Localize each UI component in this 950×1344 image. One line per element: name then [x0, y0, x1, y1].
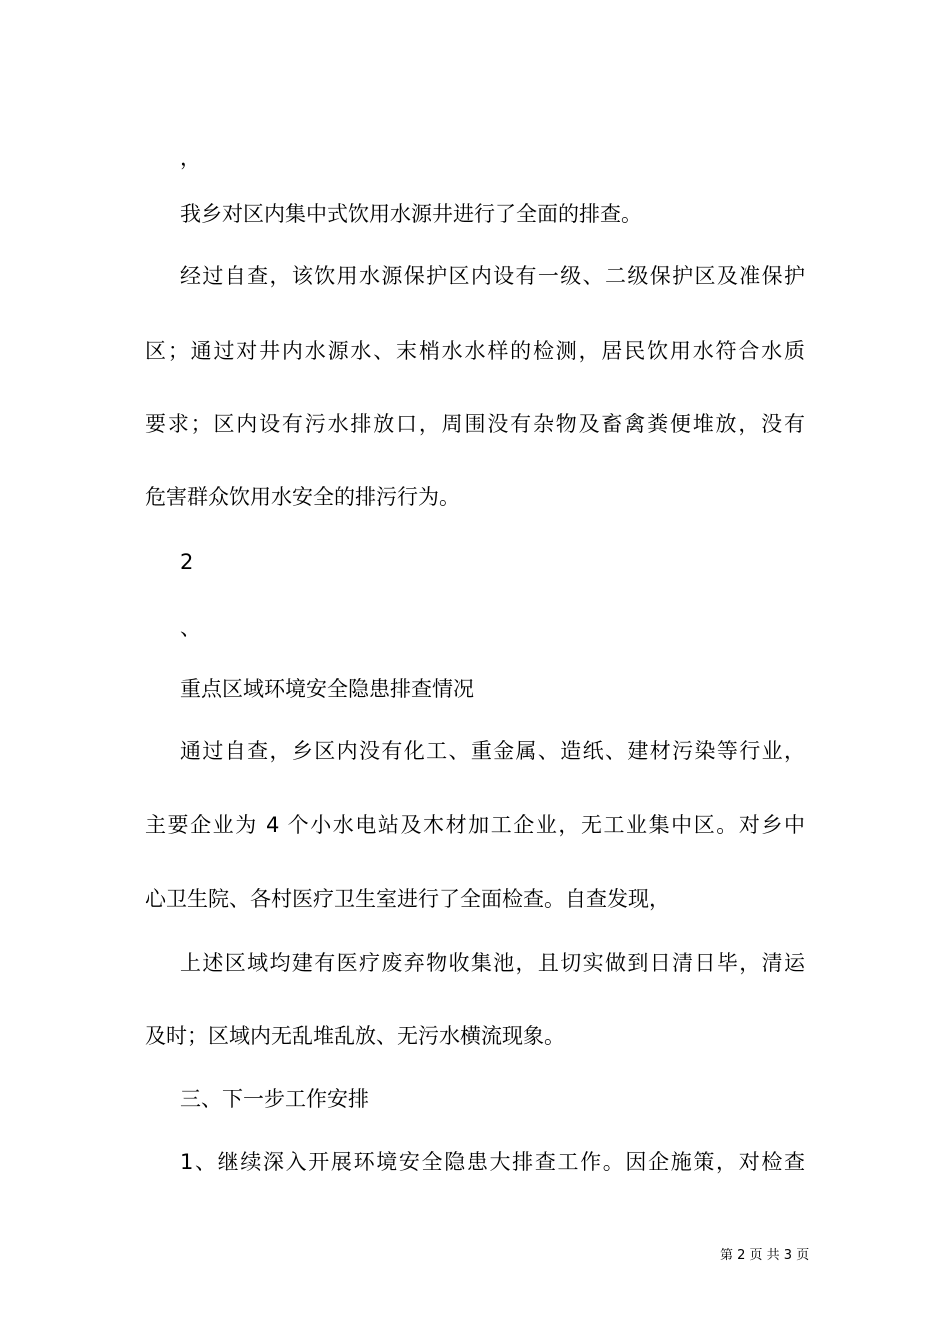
page-number-footer: 第 2 页 共 3 页 [720, 1248, 810, 1263]
text-line: 要求；区内设有污水排放口，周围没有杂物及畜禽粪便堆放，没有 [145, 412, 805, 436]
text-line: 上述区域均建有医疗废弃物收集池，且切实做到日清日毕，清运 [180, 951, 805, 975]
text-line: 区；通过对井内水源水、末梢水水样的检测，居民饮用水符合水质 [145, 339, 805, 363]
text-line: 危害群众饮用水安全的排污行为。 [145, 485, 460, 509]
text-line: 1、继续深入开展环境安全隐患大排查工作。因企施策，对检查 [180, 1150, 805, 1174]
section-heading: 三、下一步工作安排 [180, 1087, 369, 1111]
section-number: 2 [180, 550, 194, 574]
text-line: 经过自查，该饮用水源保护区内设有一级、二级保护区及准保护 [180, 264, 805, 288]
text-line: 及时；区域内无乱堆乱放、无污水横流现象。 [145, 1024, 565, 1048]
section-heading: 重点区域环境安全隐患排查情况 [180, 677, 474, 701]
text-line: 主要企业为 4 个小水电站及木材加工企业，无工业集中区。对乡中 [145, 813, 805, 837]
text-line-comma: ， [180, 146, 201, 170]
text-line: 通过自查，乡区内没有化工、重金属、造纸、建材污染等行业， [180, 739, 805, 763]
section-number-separator: 、 [180, 616, 201, 640]
text-line: 我乡对区内集中式饮用水源井进行了全面的排查。 [180, 202, 642, 226]
text-line: 心卫生院、各村医疗卫生室进行了全面检查。自查发现， [145, 887, 670, 911]
